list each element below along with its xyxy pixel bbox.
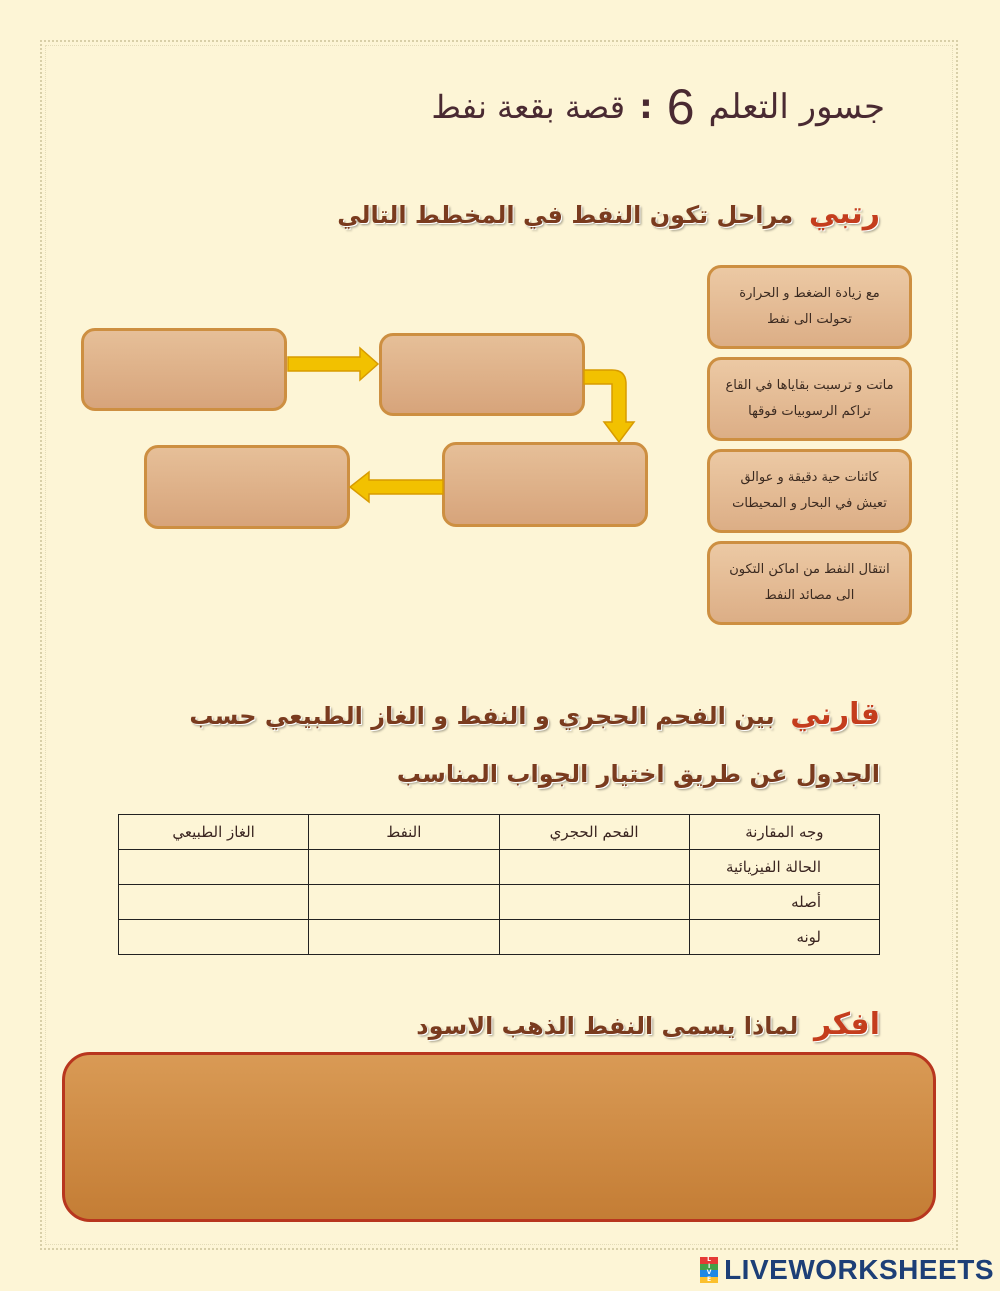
liveworksheets-logo-icon: L I V E	[700, 1257, 718, 1283]
option-card-3[interactable]: كائنات حية دقيقة و عوالق تعيش في البحار و المحيطات	[707, 449, 912, 533]
answer-cell[interactable]	[309, 885, 499, 920]
table-header-row	[119, 815, 880, 850]
answer-cell[interactable]	[499, 850, 689, 885]
title-separator: :	[639, 87, 653, 127]
compare-heading	[189, 697, 880, 732]
answer-cell[interactable]	[309, 850, 499, 885]
arrow-left-icon	[347, 470, 445, 504]
table-header: الفحم الحجري	[499, 815, 689, 850]
answer-cell[interactable]	[119, 850, 309, 885]
answer-textbox[interactable]	[62, 1052, 936, 1222]
table-header: وجه المقارنة	[689, 815, 879, 850]
order-heading	[337, 196, 880, 231]
think-heading	[416, 1007, 880, 1042]
table-row	[119, 850, 880, 885]
row-label: الحالة الفيزيائية	[689, 850, 879, 885]
flow-slot-1[interactable]	[81, 328, 287, 411]
option-card-1[interactable]: مع زيادة الضغط و الحرارة تحولت الى نفط	[707, 265, 912, 349]
compare-instruction-line2: الجدول عن طريق اختيار الجواب المناسب	[396, 760, 880, 788]
table-row	[119, 920, 880, 955]
brand-name: LIVEWORKSHEETS	[724, 1254, 994, 1285]
arrow-down-icon	[582, 366, 638, 446]
table-header: النفط	[309, 815, 499, 850]
worksheet-title	[431, 78, 885, 136]
answer-cell[interactable]	[119, 885, 309, 920]
footer-brand	[700, 1254, 994, 1286]
answer-cell[interactable]	[499, 920, 689, 955]
compare-instruction-line1: بين الفحم الحجري و النفط و الغاز الطبيعي حسب	[189, 702, 775, 730]
row-label: لونه	[689, 920, 879, 955]
comparison-table	[118, 814, 880, 955]
answer-cell[interactable]	[119, 920, 309, 955]
think-keyword: افكر	[813, 1007, 880, 1042]
order-instruction: مراحل تكون النفط في المخطط التالي	[337, 201, 794, 229]
flow-slot-2[interactable]	[379, 333, 585, 416]
title-main: جسور التعلم	[708, 87, 885, 127]
option-card-2[interactable]: ماتت و ترسبت بقاياها في القاع تراكم الرسوبيات فوقها	[707, 357, 912, 441]
flow-slot-4[interactable]	[144, 445, 350, 529]
flow-slot-3[interactable]	[442, 442, 648, 527]
table-row	[119, 885, 880, 920]
order-keyword: رتبي	[808, 196, 880, 231]
compare-heading-line2	[397, 760, 880, 788]
table-header: الغاز الطبيعي	[119, 815, 309, 850]
compare-keyword: قارني	[790, 697, 880, 732]
title-subtitle: قصة بقعة نفط	[431, 88, 626, 126]
answer-cell[interactable]	[309, 920, 499, 955]
answer-cell[interactable]	[499, 885, 689, 920]
title-number: 6	[666, 79, 695, 135]
row-label: أصله	[689, 885, 879, 920]
option-card-4[interactable]: انتقال النفط من اماكن التكون الى مصائد النفط	[707, 541, 912, 625]
arrow-right-icon	[286, 346, 382, 382]
think-question: لماذا يسمى النفط الذهب الاسود	[416, 1012, 799, 1040]
